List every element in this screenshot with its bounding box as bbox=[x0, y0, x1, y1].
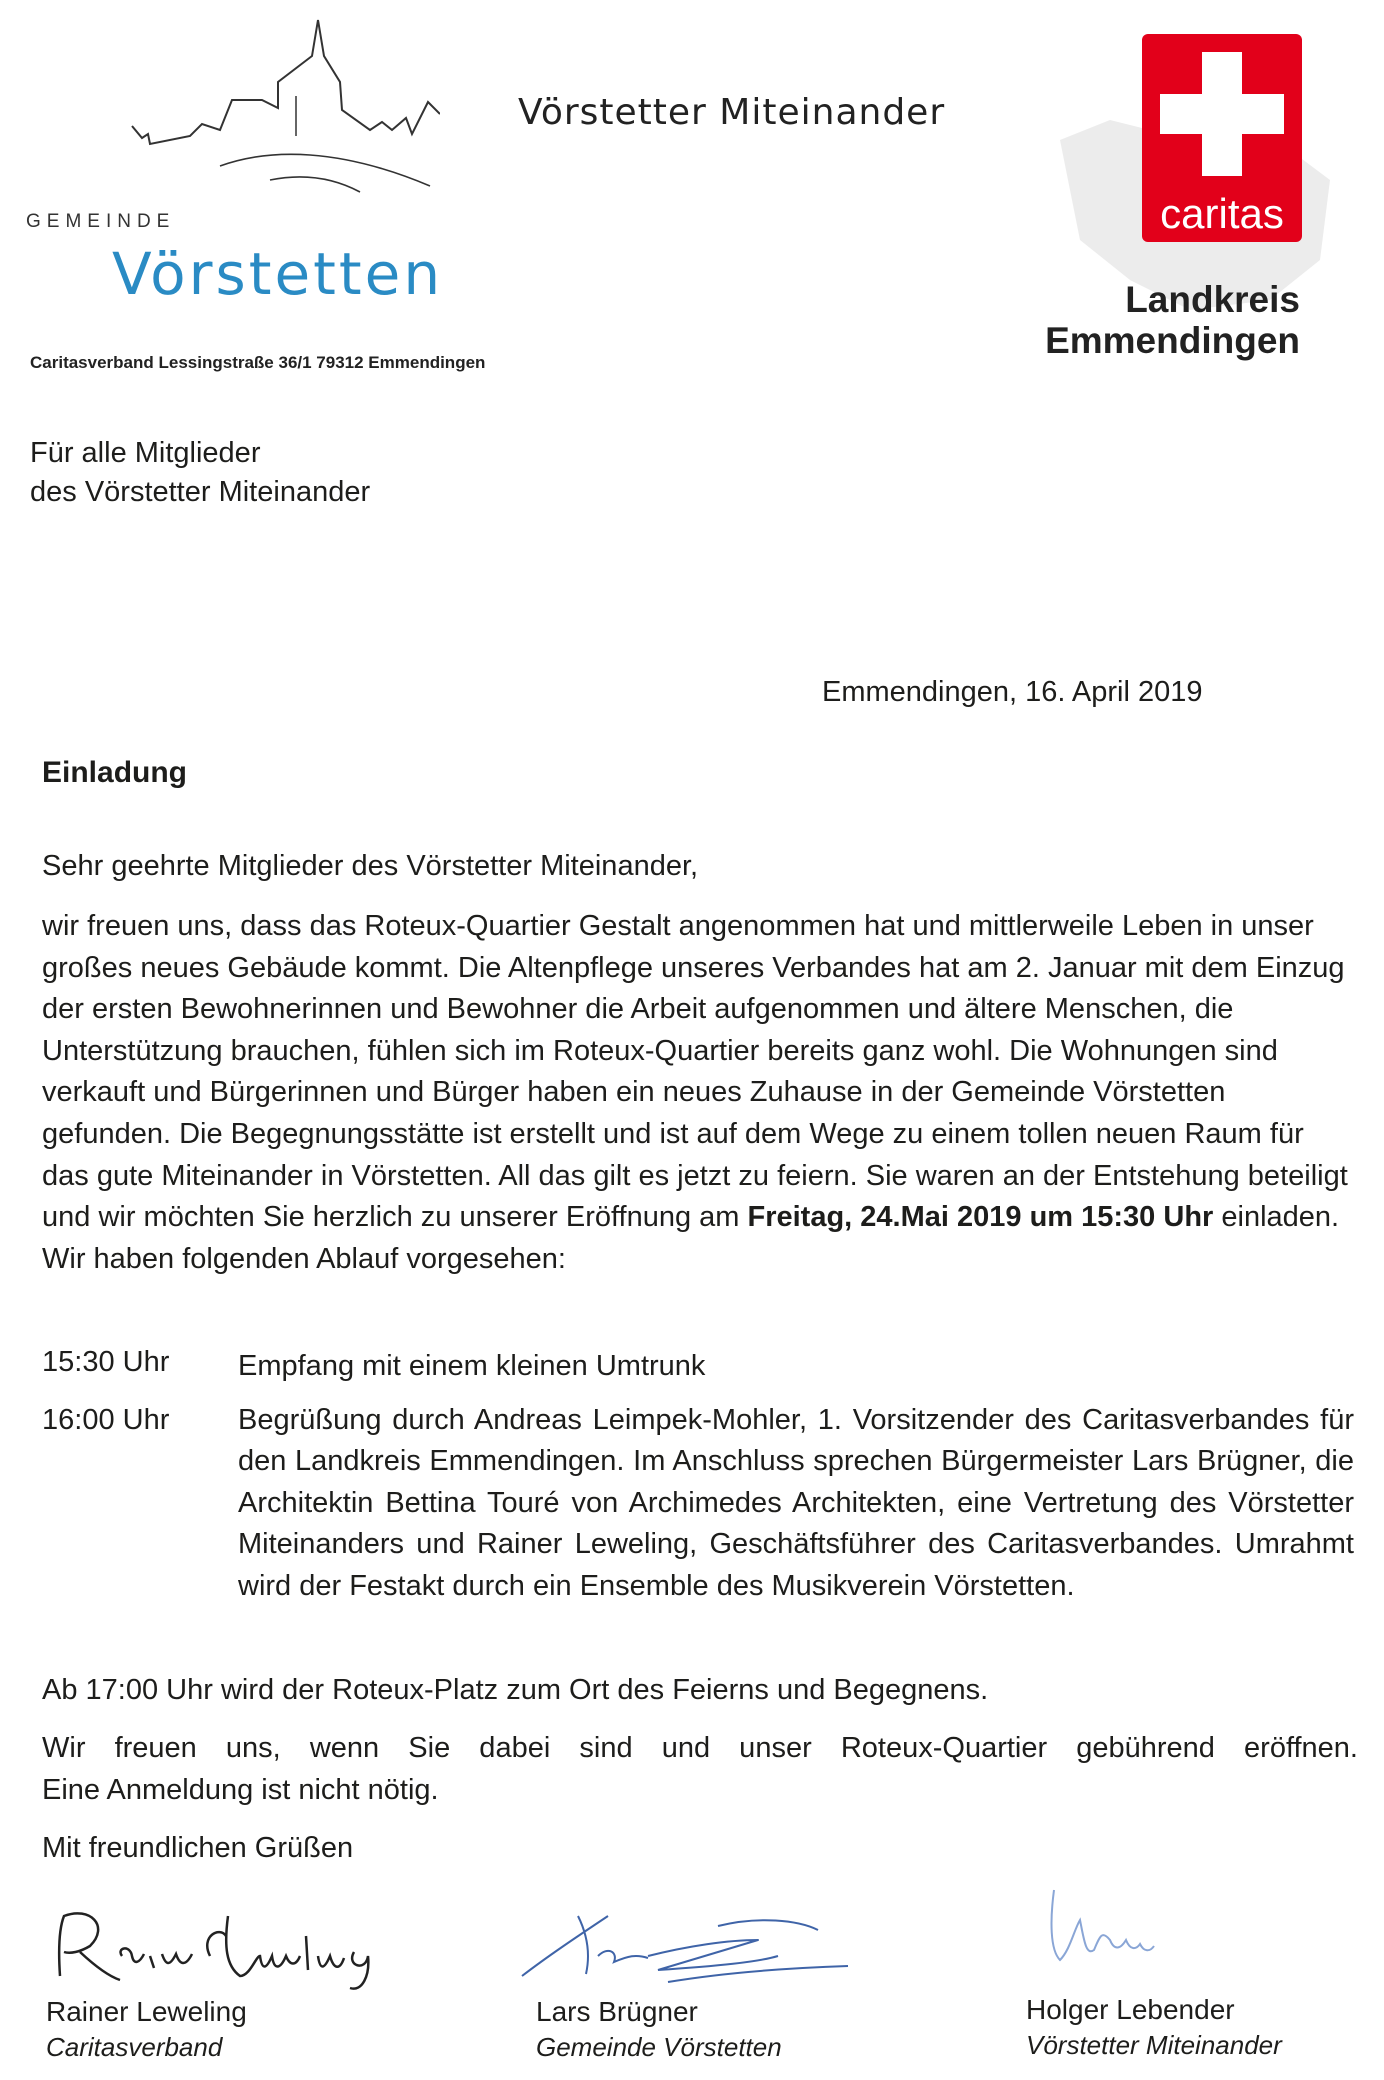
schedule-time-1: 15:30 Uhr bbox=[42, 1346, 170, 1378]
body-tail: einladen. Wir haben folgenden Ablauf vorgesehen: bbox=[42, 1201, 1340, 1275]
recipient-line1: Für alle Mitglieder bbox=[30, 437, 261, 469]
schedule-text-1: Empfang mit einem kleinen Umtrunk bbox=[238, 1350, 706, 1382]
signature-leweling bbox=[50, 1896, 440, 1996]
closing-paragraph-line2: Eine Anmeldung ist nicht nötig. bbox=[42, 1774, 439, 1806]
caritas-cross-icon bbox=[1152, 44, 1292, 184]
signatory-org-1: Caritasverband bbox=[46, 2032, 223, 2062]
body-intro: wir freuen uns, dass das Roteux-Quartier Gestalt angenommen hat und mittlerweile Leben in unser großes neues Gebäude kommt. Die Altenpflege unseres Verbandes hat am 2. Januar mit dem Einzug der ersten Bewohnerinnen und Bewohner die Arbeit aufgenommen und ältere Menschen, die Unterstützung brauchen, fühlen sich im Roteux-Quartier bereits ganz wohl. Die Wohnungen sind verkauft und Bürgerinnen und Bürger haben ein neues Zuhause in der Gemeinde Vörstetten gefunden. Die Begegnungsstätte ist erstellt und ist auf dem Wege zu einem tollen neuen Raum für das gute Miteinander in Vörstetten. All das gilt es jetzt zu feiern. Sie waren an der Entstehung beteiligt und wir möchten Sie herzlich zu unserer Eröffnung am bbox=[42, 910, 1348, 1234]
caritas-label: caritas bbox=[1160, 190, 1284, 237]
signatory-name-2: Lars Brügner bbox=[536, 1996, 698, 2027]
recipient-line2: des Vörstetter Miteinander bbox=[30, 476, 371, 508]
town-name-logo: Vörstetten bbox=[112, 240, 444, 308]
body-paragraph bbox=[42, 906, 1352, 1280]
salutation: Sehr geehrte Mitglieder des Vörstetter Miteinander, bbox=[42, 850, 699, 882]
signature-lebender bbox=[1040, 1880, 1240, 1980]
sender-address: Caritasverband Lessingstraße 36/1 79312 Emmendingen bbox=[30, 353, 486, 372]
schedule-text-2: Begrüßung durch Andreas Leimpek-Mohler, 1. Vorsitzender des Caritasverbandes für den Landkreis Emmendingen. Im Anschluss sprechen Bürgermeister Lars Brügner, die Architektin Bettina Touré von Archimedes Architekten, eine Vertretung des Vörstetter Miteinanders und Rainer Leweling, Geschäftsführer des Caritasverbandes. Umrahmt wird der Festakt durch ein Ensemble des Musikverein Vörstetten. bbox=[238, 1404, 1354, 1602]
closing-greeting: Mit freundlichen Grüßen bbox=[42, 1832, 354, 1864]
signature-bruegner bbox=[518, 1896, 858, 2006]
recipient-block bbox=[30, 434, 370, 512]
signatory-org-2: Gemeinde Vörstetten bbox=[536, 2032, 782, 2062]
after-schedule-text: Ab 17:00 Uhr wird der Roteux-Platz zum Ort des Feierns und Begegnens. bbox=[42, 1674, 989, 1706]
closing-paragraph-line1: Wir freuen uns, wenn Sie dabei sind und unser Roteux-Quartier gebührend eröffnen. bbox=[42, 1732, 1358, 1764]
gemeinde-label: GEMEINDE bbox=[26, 211, 176, 232]
signatory-name-1: Rainer Leweling bbox=[46, 1996, 247, 2027]
church-skyline-logo bbox=[120, 16, 440, 216]
district-line1: Landkreis bbox=[1125, 279, 1300, 320]
letter-subject: Einladung bbox=[42, 756, 187, 789]
event-date-highlight: Freitag, 24.Mai 2019 um 15:30 Uhr bbox=[747, 1201, 1214, 1234]
district-line2: Emmendingen bbox=[1045, 320, 1300, 361]
letter-date: Emmendingen, 16. April 2019 bbox=[822, 676, 1203, 708]
partner-logo-text: Vörstetter Miteinander bbox=[518, 92, 946, 133]
schedule-time-2: 16:00 Uhr bbox=[42, 1404, 170, 1436]
signatory-name-3: Holger Lebender bbox=[1026, 1994, 1235, 2025]
signatory-org-3: Vörstetter Miteinander bbox=[1026, 2030, 1282, 2060]
